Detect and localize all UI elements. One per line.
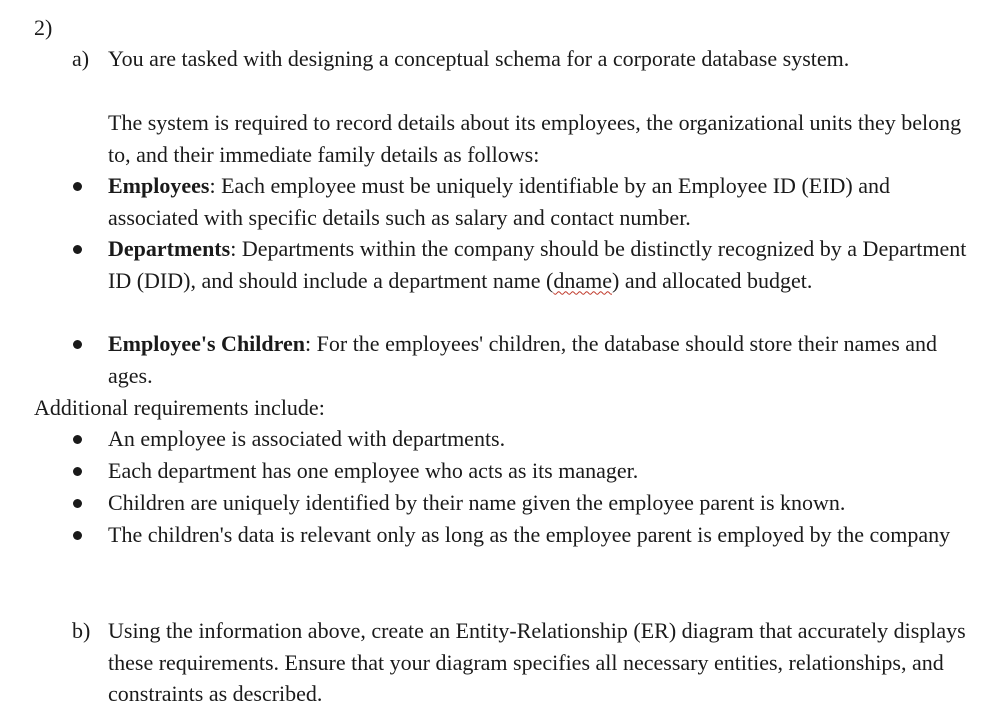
bullet-icon (73, 182, 82, 191)
entity-desc: : For the employees' children, the database should store their names and ages. (108, 331, 938, 388)
spellcheck-flagged-word[interactable]: dname (553, 267, 613, 293)
part-a-intro: You are tasked with designing a conceptual schema for a corporate database system. (108, 46, 850, 71)
bullet-icon (73, 340, 82, 349)
additional-heading: Additional requirements include: (34, 395, 325, 420)
part-a-paragraph: The system is required to record details about its employees, the organizational units they belong to, and their immediate family details as follows: (108, 110, 962, 167)
entity-desc: : Departments within the company should be distinctly recognized by a Department ID (DID), and should include a department name ( (108, 236, 967, 293)
requirement-item: An employee is associated with departments. (108, 426, 506, 451)
entity-desc: : Each employee must be uniquely identifiable by an Employee ID (EID) and associated with specific details such as salary and contact number. (108, 173, 891, 230)
part-b-text: Using the information above, create an Entity-Relationship (ER) diagram that accurately displays these requirements. Ensure that your diagram specifies all necessary entities, relationships, and constraints as described. (108, 618, 966, 706)
requirement-item: Each department has one employee who acts as its manager. (108, 458, 639, 483)
bullet-icon (73, 499, 82, 508)
entity-employees (108, 170, 978, 233)
entity-term: Employee's Children (108, 331, 306, 356)
entity-departments (108, 233, 978, 296)
part-a-marker: a) (72, 46, 90, 71)
question-number: 2) (34, 15, 53, 40)
requirement-item: Children are uniquely identified by their name given the employee parent is known. (108, 490, 846, 515)
bullet-icon (73, 435, 82, 444)
entity-term: Employees (108, 173, 210, 198)
entity-term: Departments (108, 236, 231, 261)
entity-children (108, 328, 978, 391)
part-b-marker: b) (72, 618, 91, 643)
bullet-icon (73, 245, 82, 254)
bullet-icon (73, 467, 82, 476)
entity-desc-end: ) and allocated budget. (612, 267, 813, 293)
requirement-item: The children's data is relevant only as long as the employee parent is employed by the company (108, 522, 951, 547)
bullet-icon (73, 531, 82, 540)
